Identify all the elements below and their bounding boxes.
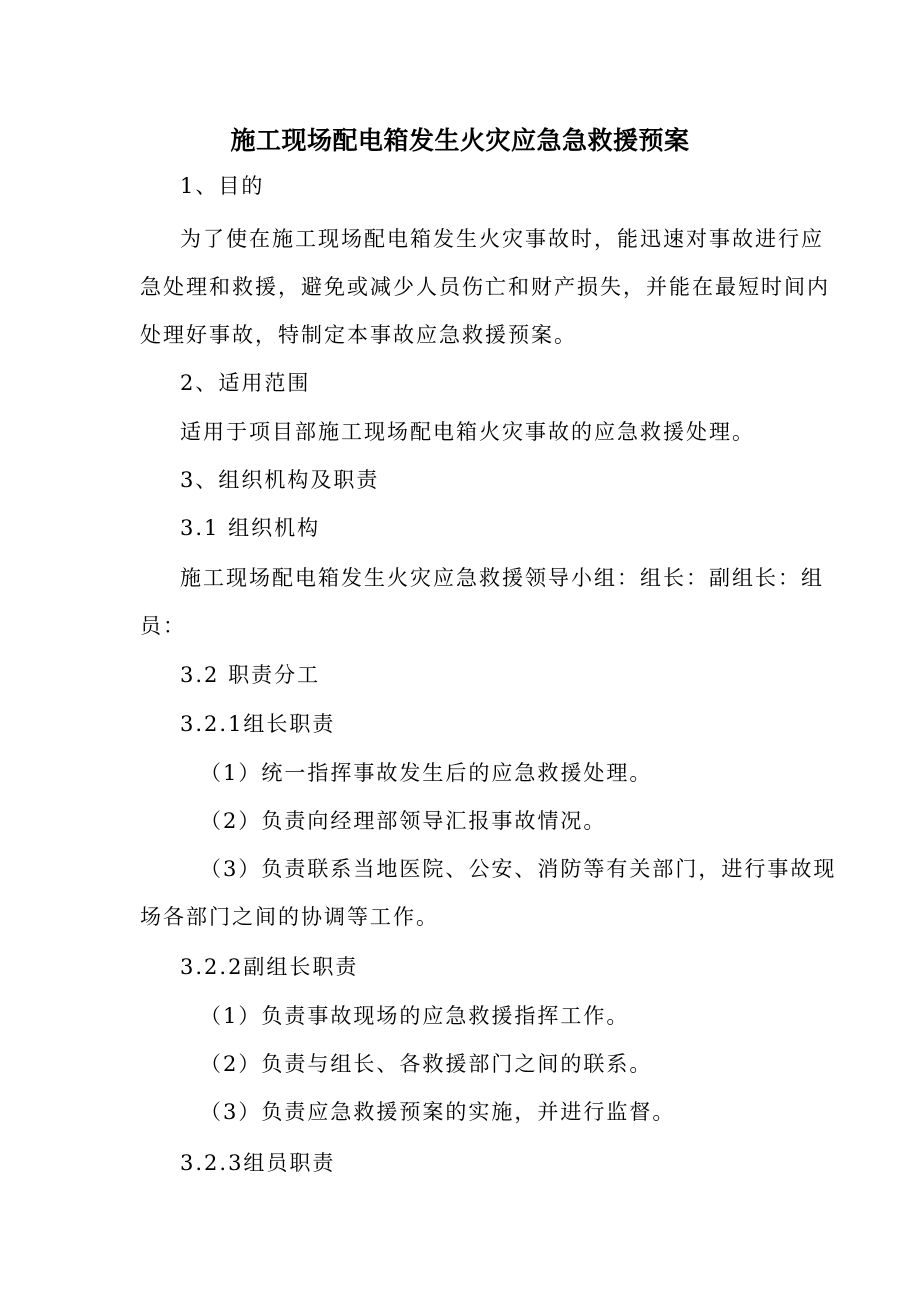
section-3-1-text-line-2: 员： [140,614,186,638]
section-2-text: 适用于项目部施工现场配电箱火灾事故的应急救援处理。 [180,420,755,444]
section-3-2-heading: 3.2 职责分工 [180,663,321,687]
section-3-1-text-line-1: 施工现场配电箱发生火灾应急救援领导小组：组长：副组长：组 [180,566,824,590]
section-3-2-1-item-1: （1）统一指挥事故发生后的应急救援处理。 [200,761,653,785]
section-3-2-1-item-3-line-1: （3）负责联系当地医院、公安、消防等有关部门，进行事故现 [200,857,837,881]
section-3-1-heading: 3.1 组织机构 [180,516,321,540]
section-1-text-line-3: 处理好事故，特制定本事故应急救援预案。 [140,323,577,347]
section-3-2-1-item-3-line-2: 场各部门之间的协调等工作。 [140,905,439,929]
section-3-2-2-item-3: （3）负责应急救援预案的实施，并进行监督。 [200,1100,676,1124]
section-1-heading: 1、目的 [180,174,265,198]
section-3-2-2-item-1: （1）负责事故现场的应急救援指挥工作。 [200,1004,630,1028]
section-3-2-1-item-2: （2）负责向经理部领导汇报事故情况。 [200,809,607,833]
section-1-text-line-1: 为了使在施工现场配电箱发生火灾事故时，能迅速对事故进行应 [180,227,824,251]
section-3-heading: 3、组织机构及职责 [180,468,380,492]
section-3-2-3-heading: 3.2.3组员职责 [180,1151,336,1175]
section-3-2-2-heading: 3.2.2副组长职责 [180,955,359,979]
section-2-heading: 2、适用范围 [180,371,311,395]
section-3-2-2-item-2: （2）负责与组长、各救援部门之间的联系。 [200,1052,653,1076]
section-1-text-line-2: 急处理和救援，避免或减少人员伤亡和财产损失，并能在最短时间内 [140,275,830,299]
document-title: 施工现场配电箱发生火灾应急急救援预案 [230,126,690,155]
section-3-2-1-heading: 3.2.1组长职责 [180,712,336,736]
